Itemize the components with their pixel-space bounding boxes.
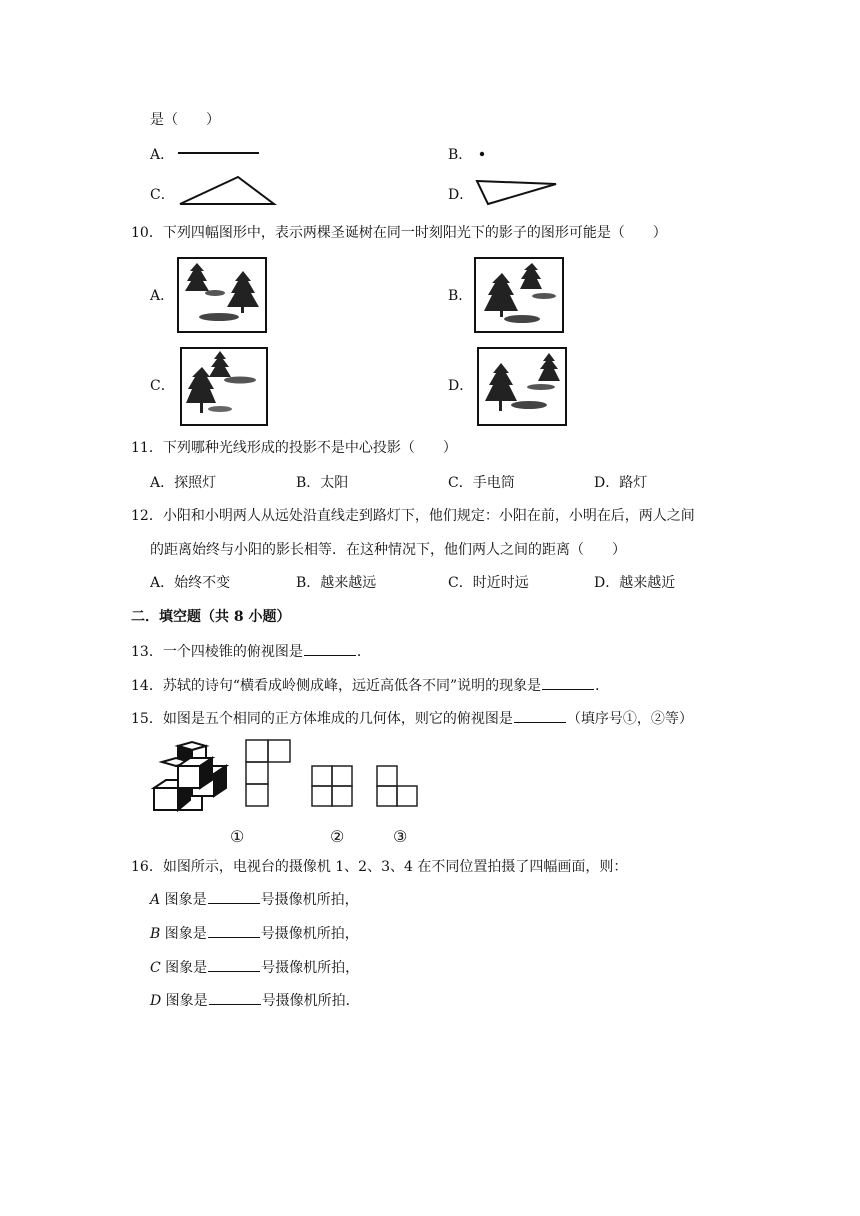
q10-option-a-label: A． xyxy=(150,288,175,304)
q12-question-line2: 的距离始终与小阳的影长相等．在这种情况下，他们两人之间的距离（ ） xyxy=(150,542,626,558)
q16-var-d: D xyxy=(150,993,162,1009)
q10-figure-c xyxy=(180,347,268,426)
q16-var-a: A xyxy=(150,892,161,908)
q15-question xyxy=(131,708,693,729)
top-view-1 xyxy=(246,740,290,806)
q10-option-d-label: D． xyxy=(448,378,474,394)
q9-figure-c-triangle xyxy=(178,174,278,206)
q16-c-blank xyxy=(208,957,260,972)
q14-answer-blank xyxy=(542,675,594,690)
q14-period: ． xyxy=(595,678,610,694)
q9-option-c-label: C． xyxy=(150,187,175,203)
q12-option-a: A．始终不变 xyxy=(150,575,231,591)
q12-option-c: C．时近时远 xyxy=(448,575,529,591)
q9-figure-a-line xyxy=(178,152,260,156)
q13-answer-blank xyxy=(304,641,356,656)
q9-option-a-label: A． xyxy=(150,147,175,163)
q13-text: 13．一个四棱锥的俯视图是 xyxy=(131,644,303,660)
q16-line-a xyxy=(150,889,359,910)
top-view-2 xyxy=(312,766,352,806)
q16-line-c xyxy=(150,957,359,978)
tree-scene-a xyxy=(179,259,265,331)
q16-var-c: C xyxy=(150,960,161,976)
q16-var-b: B xyxy=(150,926,161,942)
section-title: 二．填空题（共 8 小题） xyxy=(131,609,291,625)
q11-option-b: B．太阳 xyxy=(296,475,349,491)
q9-figure-d-triangle xyxy=(474,179,560,207)
q16-d-before: 图象是 xyxy=(161,993,208,1009)
q11-option-d: D．路灯 xyxy=(594,475,648,491)
q16-b-blank xyxy=(208,923,260,938)
cube-stack xyxy=(154,742,226,810)
q13-question xyxy=(131,641,371,662)
q14-question xyxy=(131,675,609,696)
q10-option-c-label: C． xyxy=(150,378,175,394)
q10-figure-d xyxy=(477,347,567,426)
q15-figure-label-1: ① xyxy=(230,827,245,846)
q16-line-d xyxy=(150,990,360,1011)
q11-option-a: A．探照灯 xyxy=(150,475,217,491)
q9-tail: 是（ ） xyxy=(150,112,220,128)
q10-option-b-label: B． xyxy=(448,288,473,304)
q16-line-b xyxy=(150,923,359,944)
q13-period: ． xyxy=(356,644,371,660)
q16-b-after: 号摄像机所拍， xyxy=(260,926,359,942)
q12-option-d: D．越来越近 xyxy=(594,575,676,591)
q14-text: 14．苏轼的诗句“横看成岭侧成峰，远近高低各不同”说明的现象是 xyxy=(131,678,542,694)
q10-question: 10．下列四幅图形中，表示两棵圣诞树在同一时刻阳光下的影子的图形可能是（ ） xyxy=(131,225,667,241)
tree-scene-c xyxy=(182,349,266,424)
q15-hint: （填序号①，②等） xyxy=(566,711,693,727)
tree-scene-b xyxy=(476,259,562,331)
q16-question: 16．如图所示，电视台的摄像机 1、2、3、4 在不同位置拍摄了四幅画面，则： xyxy=(131,859,628,875)
q16-b-before: 图象是 xyxy=(160,926,207,942)
q16-c-after: 号摄像机所拍， xyxy=(261,960,360,976)
q16-d-after: 号摄像机所拍． xyxy=(261,993,360,1009)
q9-option-b-label: B． xyxy=(448,147,473,163)
q16-a-blank xyxy=(208,889,260,904)
q10-figure-a xyxy=(177,257,267,333)
q16-a-after: 号摄像机所拍， xyxy=(260,892,359,908)
q11-option-c: C．手电筒 xyxy=(448,475,515,491)
tree-scene-d xyxy=(479,349,565,424)
q9-option-d-label: D． xyxy=(448,187,474,203)
q16-a-before: 图象是 xyxy=(160,892,207,908)
q15-figure-label-2: ② xyxy=(330,827,345,846)
q15-figure xyxy=(148,740,428,852)
q12-question-line1: 12．小阳和小明两人从远处沿直线走到路灯下，他们规定：小阳在前，小明在后，两人之间 xyxy=(131,508,695,524)
q12-option-b: B．越来越远 xyxy=(296,575,377,591)
q11-question: 11．下列哪种光线形成的投影不是中心投影（ ） xyxy=(131,440,457,456)
q9-figure-b-dot xyxy=(478,150,486,158)
q10-figure-b xyxy=(474,257,564,333)
q15-figure-label-3: ③ xyxy=(393,827,408,846)
q16-c-before: 图象是 xyxy=(160,960,208,976)
top-view-3 xyxy=(377,766,417,806)
q15-answer-blank xyxy=(514,708,566,723)
q15-text: 15．如图是五个相同的正方体堆成的几何体，则它的俯视图是 xyxy=(131,711,513,727)
q16-d-blank xyxy=(209,990,261,1005)
